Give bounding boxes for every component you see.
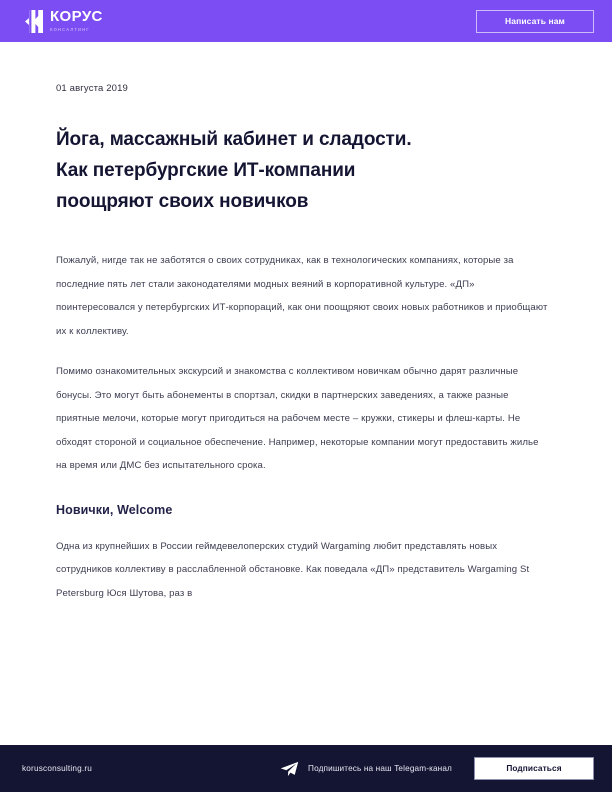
subscribe-button[interactable]: Подписаться	[474, 757, 594, 780]
section-heading: Новички, Welcome	[56, 502, 173, 517]
korus-logo-mark-icon	[22, 10, 43, 33]
footer-site-link[interactable]: korusconsulting.ru	[22, 764, 93, 773]
title-line-2: Как петербургские ИТ-компании	[56, 160, 356, 181]
brand-logo[interactable]	[22, 9, 103, 33]
site-header	[0, 0, 612, 42]
article-content	[0, 42, 612, 622]
article-paragraph: Одна из крупнейших в России геймдевелоперских студий Wargaming любит представлять новых сотрудников коллективу в расслабленной обстановке. Как поведала «ДП» представитель Wargaming St Petersburg Юся Шутова, раз в	[56, 540, 530, 599]
page-title	[56, 124, 556, 217]
telegram-paper-plane-icon	[280, 761, 299, 777]
footer-cta-text: Подпишитесь на наш Telegam-канал	[308, 764, 452, 773]
brand-title: КОРУС	[50, 8, 103, 25]
contact-us-button[interactable]: Написать нам	[476, 10, 594, 33]
brand-subtitle: КОНСАЛТИНГ	[50, 27, 90, 32]
site-footer	[0, 745, 612, 792]
title-line-3: поощряют своих новичков	[56, 191, 309, 212]
article-paragraph: Помимо ознакомительных экскурсий и знакомства с коллективом новичкам обычно дарят различные бонусы. Это могут быть абонементы в спортзал, скидки в партнерских заведениях, а также разные приятные мелочи, которые могут пригодиться на рабочем месте – кружки, стикеры и флеш-карты. Не обходят стороной и социальное обеспечение. Например, некоторые компании могут предоставить жилье на время или ДМС без испытательного срока.	[56, 366, 539, 471]
brand-wordmark	[50, 9, 103, 33]
title-line-1: Йога, массажный кабинет и сладости.	[56, 129, 412, 150]
footer-telegram-cta	[92, 761, 474, 777]
article-date: 01 августа 2019	[56, 83, 128, 94]
article-paragraph: Пожалуй, нигде так не заботятся о своих сотрудниках, как в технологических компаниях, которые за последние пять лет стали законодателями модных веяний в корпоративной культуре. «ДП» поинтересовался у петербургских ИТ-корпораций, как они поощряют своих новых работников и приобщают их к коллективу.	[56, 255, 548, 337]
